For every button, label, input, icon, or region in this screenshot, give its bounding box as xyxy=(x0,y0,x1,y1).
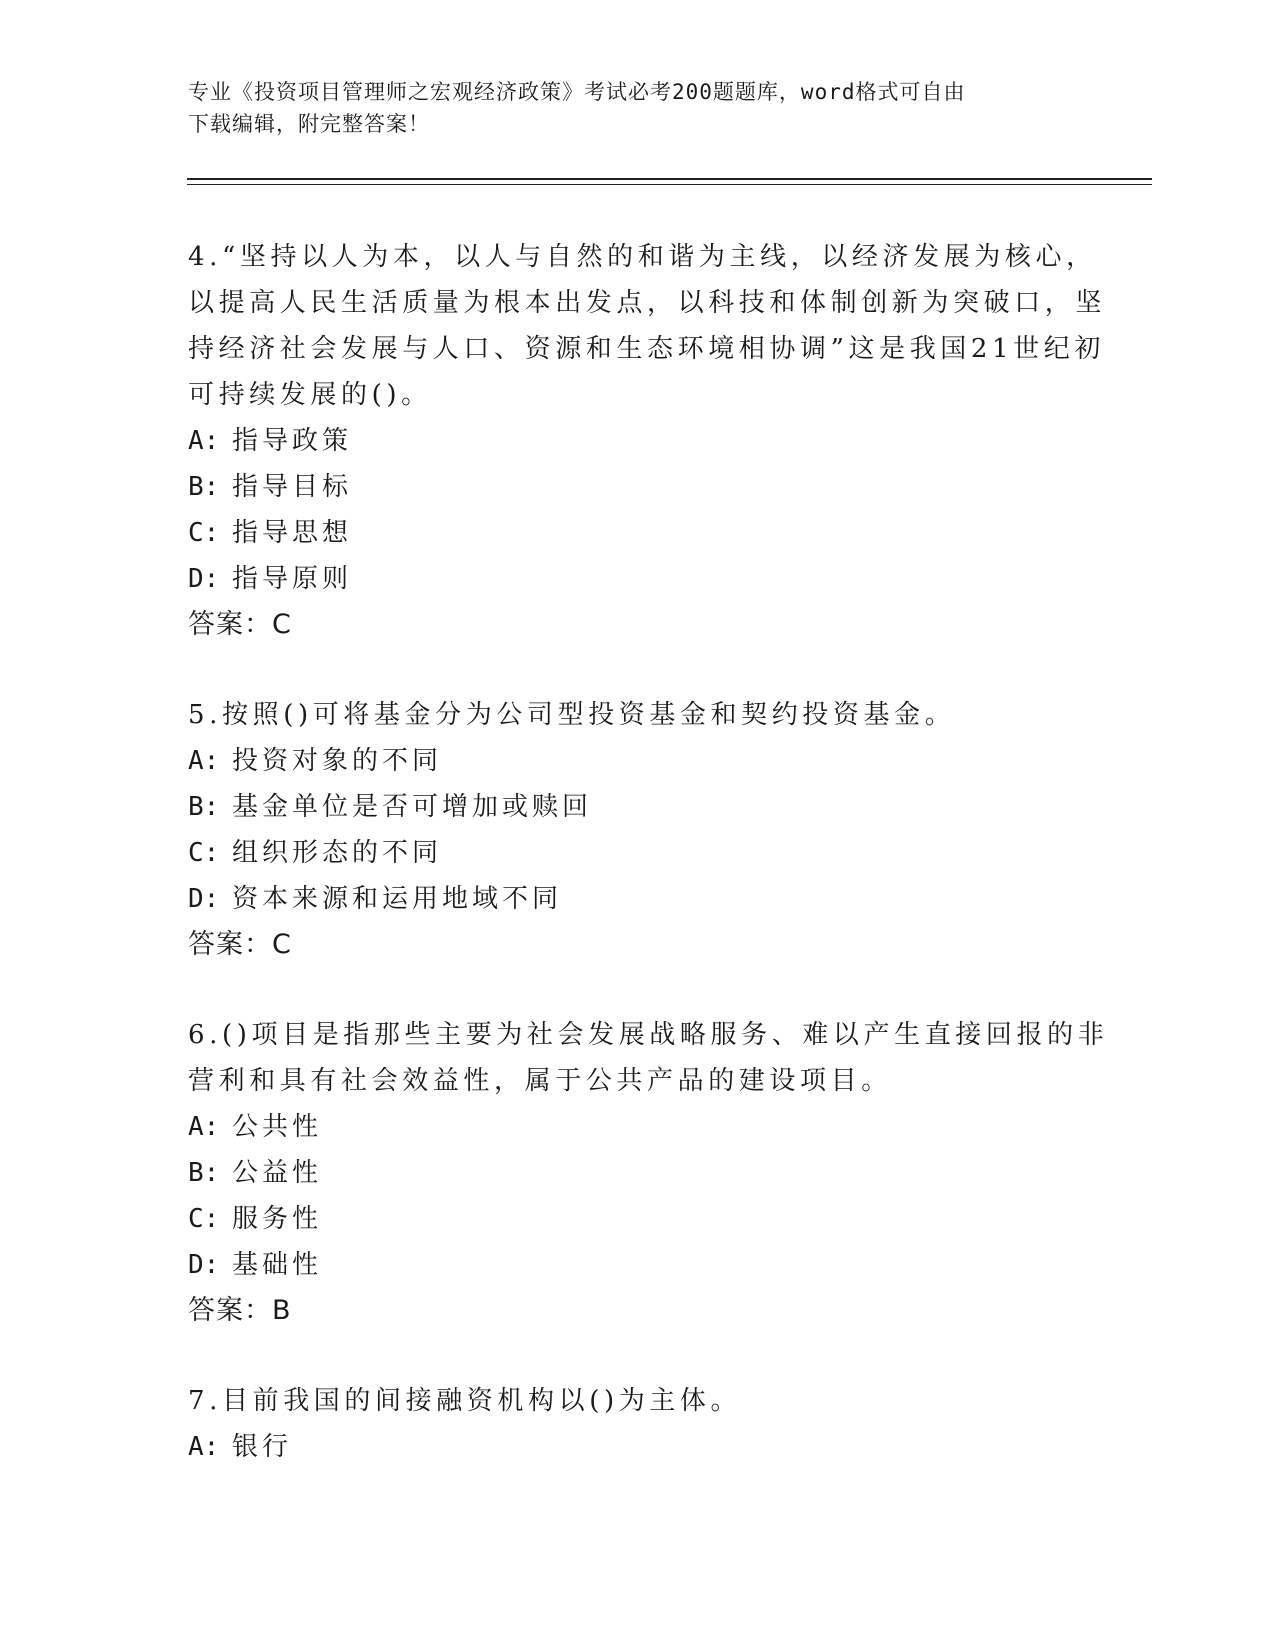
question-stem xyxy=(188,1012,1109,1104)
option-letter: A: xyxy=(188,426,220,456)
stem-line: 4.“坚持以人为本，以人与自然的和谐为主线，以经济发展为核心， xyxy=(188,242,1097,272)
option-c xyxy=(188,1196,1088,1242)
header-line-2: 下载编辑，附完整答案！ xyxy=(188,112,430,136)
option-letter: A: xyxy=(188,746,220,776)
question-stem xyxy=(188,234,1107,418)
stem-line: 5.按照()可将基金分为公司型投资基金和契约投资基金。 xyxy=(188,700,956,730)
option-letter: D: xyxy=(188,1250,220,1280)
answer-line: 答案：C xyxy=(188,929,292,960)
option-letter: D: xyxy=(188,564,220,594)
stem-line: 营利和具有社会效益性，属于公共产品的建设项目。 xyxy=(188,1066,892,1096)
option-d xyxy=(188,556,1088,602)
stem-line: 可持续发展的()。 xyxy=(188,380,432,410)
stem-line: 7.目前我国的间接融资机构以()为主体。 xyxy=(188,1386,742,1416)
question-6 xyxy=(188,1012,1109,1334)
option-letter: C: xyxy=(188,838,220,868)
question-stem xyxy=(188,1378,1088,1424)
option-text: 指导政策 xyxy=(232,426,353,456)
option-a xyxy=(188,418,1088,464)
header-divider-thin xyxy=(187,184,1152,185)
option-d xyxy=(188,1242,1088,1288)
option-letter: A: xyxy=(188,1112,220,1142)
option-text: 投资对象的不同 xyxy=(232,746,443,776)
document-header xyxy=(188,76,1088,140)
option-a xyxy=(188,1104,1088,1150)
option-text: 指导思想 xyxy=(232,518,353,548)
option-text: 公益性 xyxy=(232,1158,323,1188)
question-stem xyxy=(188,692,1088,738)
answer-line: 答案：C xyxy=(188,609,292,640)
option-letter: C: xyxy=(188,1204,220,1234)
option-text: 公共性 xyxy=(232,1112,323,1142)
stem-line: 持经济社会发展与人口、资源和生态环境相协调”这是我国21世纪初 xyxy=(188,334,1105,364)
option-text: 服务性 xyxy=(232,1204,323,1234)
option-b xyxy=(188,1150,1088,1196)
option-text: 基础性 xyxy=(232,1250,323,1280)
option-c xyxy=(188,510,1088,556)
option-text: 银行 xyxy=(232,1432,293,1462)
stem-line: 6.()项目是指那些主要为社会发展战略服务、难以产生直接回报的非 xyxy=(188,1020,1109,1050)
option-b xyxy=(188,464,1088,510)
header-divider-thick xyxy=(187,178,1152,180)
option-letter: A: xyxy=(188,1432,220,1462)
header-line-1: 专业《投资项目管理师之宏观经济政策》考试必考200题题库，word格式可自由 xyxy=(188,80,966,104)
option-text: 基金单位是否可增加或赎回 xyxy=(232,792,593,822)
option-letter: B: xyxy=(188,472,220,502)
option-text: 指导目标 xyxy=(232,472,353,502)
question-5 xyxy=(188,692,1088,968)
answer-line: 答案：B xyxy=(188,1295,292,1326)
option-letter: B: xyxy=(188,792,220,822)
question-list xyxy=(188,234,1109,1514)
question-4 xyxy=(188,234,1107,648)
option-c xyxy=(188,830,1088,876)
option-a xyxy=(188,738,1088,784)
option-text: 资本来源和运用地域不同 xyxy=(232,884,563,914)
option-letter: B: xyxy=(188,1158,220,1188)
option-letter: D: xyxy=(188,884,220,914)
option-a xyxy=(188,1424,1088,1470)
option-letter: C: xyxy=(188,518,220,548)
option-text: 组织形态的不同 xyxy=(232,838,443,868)
option-d xyxy=(188,876,1088,922)
stem-line: 以提高人民生活质量为根本出发点，以科技和体制创新为突破口，坚 xyxy=(188,288,1107,318)
question-7 xyxy=(188,1378,1088,1470)
option-b xyxy=(188,784,1088,830)
option-text: 指导原则 xyxy=(232,564,353,594)
